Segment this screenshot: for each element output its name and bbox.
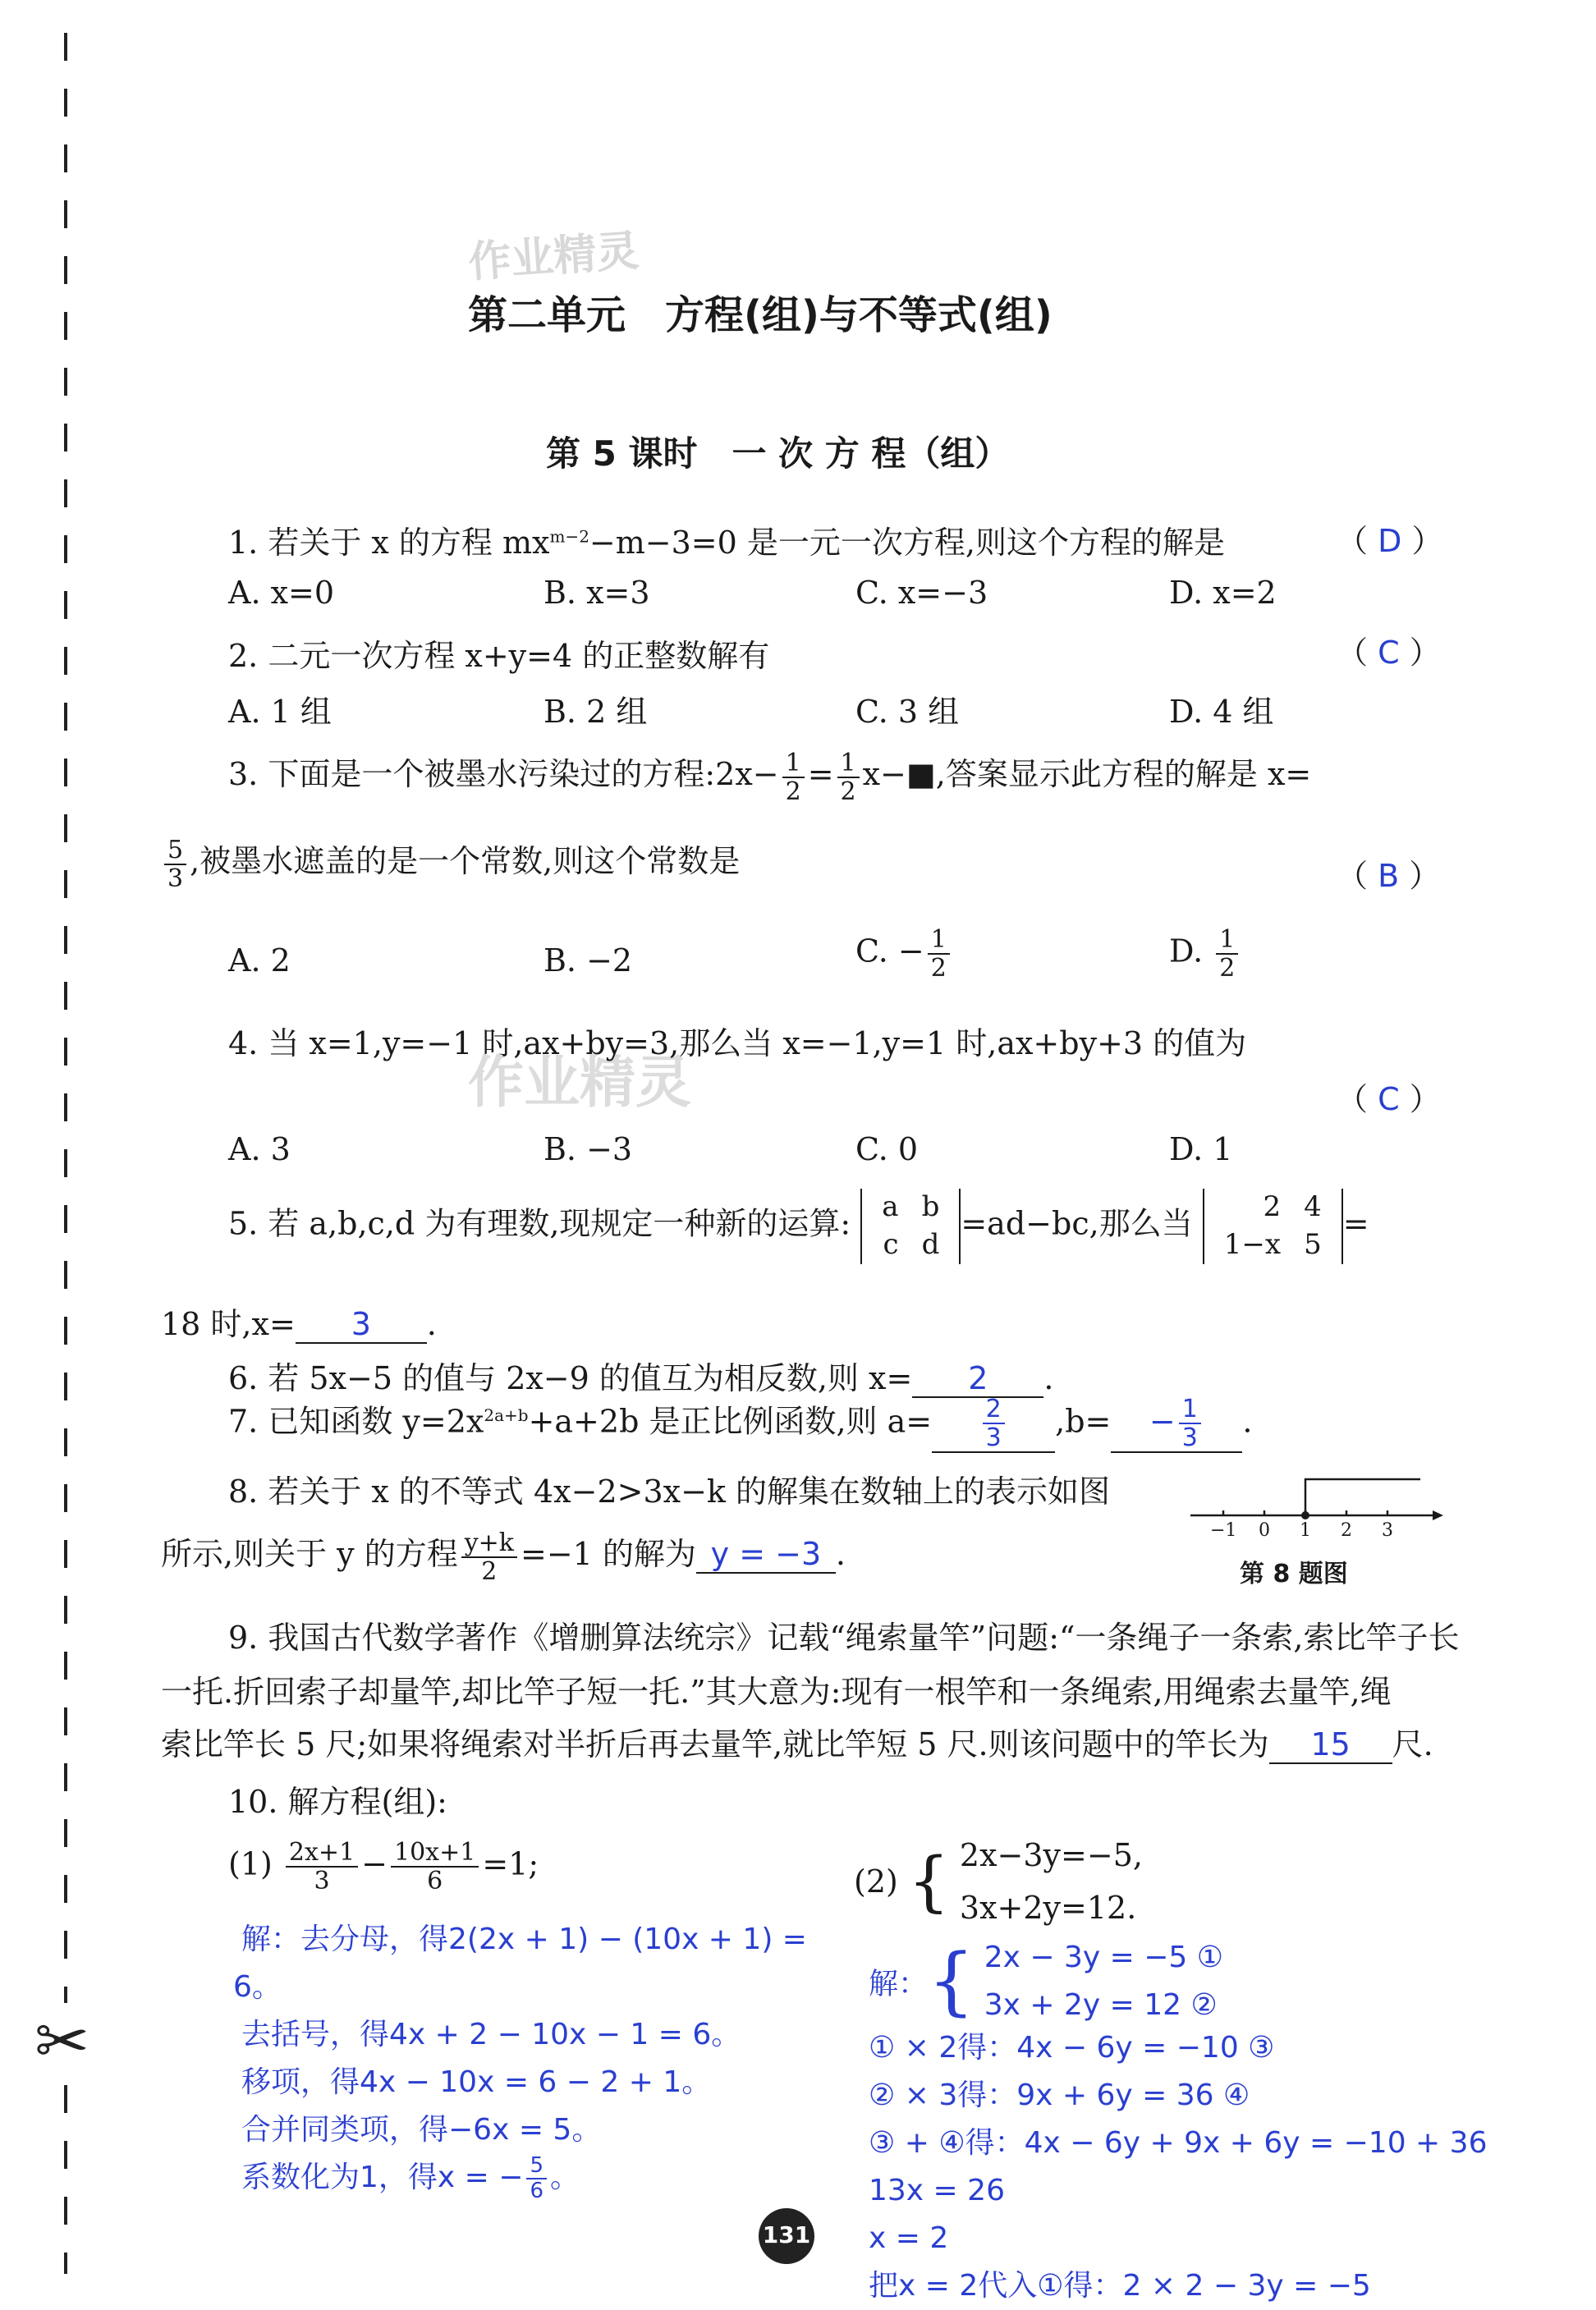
question-4: 4. 当 x=1,y=−1 时,ax+by=3,那么当 x=−1,y=1 时,ax+by+3 的值为 <box>228 1025 1247 1061</box>
question-10: 10. 解方程(组): <box>228 1784 447 1820</box>
question-5-line2: 18 时,x= 3 . <box>161 1306 437 1342</box>
question-8-line2: 所示,则关于 y 的方程 $\frac{y+k}{2}$ =−1 的解为 y = −3 . <box>161 1528 846 1586</box>
solution-2-system: 解：{ 2x − 3y = −5 ① 3x + 2y = 12 ② <box>869 1938 1224 2024</box>
answer-paren: （ C ） <box>1337 1081 1441 1117</box>
question-1: 1. 若关于 x 的方程 $mx^{m-2}-m-3=0$ 是一元一次方程,则这个方程的解是 <box>228 525 1225 561</box>
option-c: C. 0 <box>855 1131 919 1167</box>
answer: D <box>1378 523 1402 559</box>
option-b: B. x=3 <box>543 575 650 611</box>
solution-2-steps: ① × 2得：4x − 6y = −10 ③ ② × 3得：9x + 6y = 36 ④ ③ + ④得：4x − 6y + 9x + 6y = −10 + 36 13x = 26 x = 2 把x = 2代入①得：2 × 2 − 3y = −5 <box>869 2031 1488 2303</box>
sub-question-2: (2) { 2x−3y=−5, 3x+2y=12. <box>854 1837 1143 1926</box>
watermark: 作业精灵 <box>468 1051 692 1116</box>
option-c: C. − $\frac{1}{2}$ <box>855 926 953 982</box>
option-d: D. 4 组 <box>1169 694 1274 730</box>
option-a: A. 2 <box>228 942 291 979</box>
option-d: D. 1 <box>1169 1131 1233 1167</box>
question-2: 2. 二元一次方程 x+y=4 的正整数解有 <box>228 638 770 674</box>
tick-label: −1 <box>1210 1520 1237 1541</box>
option-b: B. −3 <box>543 1131 633 1167</box>
answer-blank: 2 <box>912 1360 1043 1398</box>
tick-label: 1 <box>1300 1520 1311 1541</box>
answer-blank: y = −3 <box>696 1536 836 1574</box>
answer: B <box>1378 858 1400 894</box>
question-9-line3: 索比竿长 5 尺;如果将绳索对半折后再去量竿,就比竿短 5 尺.则该问题中的竿长为 15 尺. <box>161 1726 1433 1762</box>
tick-label: 0 <box>1259 1520 1270 1541</box>
question-7: 7. 已知函数 $y=2x^{2a+b}+a+2b$ 是正比例函数,则 a= $\frac{2}{3}$ ,b= − $\frac{1}{3}$ . <box>228 1395 1253 1452</box>
option-c: C. x=−3 <box>855 575 988 611</box>
question-9: 9. 我国古代数学著作《增删算法统宗》记载“绳索量竿”问题:“一条绳子一条索,索比竿子长 <box>228 1620 1460 1656</box>
answer-blank: 15 <box>1269 1726 1392 1764</box>
question-3: 3. 下面是一个被墨水污染过的方程:2x− $\frac{1}{2}$ = $\frac{1}{2}$ x−■,答案显示此方程的解是 x= <box>228 748 1312 806</box>
answer-blank-a: $\frac{2}{3}$ <box>932 1396 1055 1453</box>
determinant-1: a b c d <box>860 1189 961 1264</box>
determinant-2: 2 4 1−x 5 <box>1203 1189 1343 1264</box>
option-a: A. 3 <box>228 1131 291 1167</box>
question-3-line2: $\frac{5}{3}$ ,被墨水遮盖的是一个常数,则这个常数是 <box>161 836 740 892</box>
question-9-line2: 一托.折回索子却量竿,却比竿子短一托.”其大意为:现有一根竿和一条绳索,用绳索去量竿,绳 <box>161 1674 1392 1710</box>
answer: C <box>1378 1081 1400 1117</box>
answer-paren: （ D ） <box>1337 523 1443 559</box>
option-a: A. x=0 <box>228 575 335 611</box>
watermark: 作业精灵 <box>466 226 641 288</box>
question-8: 8. 若关于 x 的不等式 4x−2>3x−k 的解集在数轴上的表示如图 <box>228 1474 1111 1510</box>
answer-paren: （ B ） <box>1337 858 1441 894</box>
answer-blank: 3 <box>296 1306 427 1344</box>
option-d: D. $\frac{1}{2}$ <box>1169 926 1241 982</box>
option-b: B. 2 组 <box>543 694 648 730</box>
tick-label: 3 <box>1382 1520 1393 1541</box>
scissors-icon: ✂ <box>34 2003 90 2079</box>
lesson-title: 第 5 课时 一 次 方 程（组） <box>546 433 1010 474</box>
solution-1: 解：去分母，得2(2x + 1) − (10x + 1) = 6。 去括号，得4x + 2 − 10x − 1 = 6。 移项，得4x − 10x = 6 − 2 + 1。 合并同类项，得−6x = 5。 系数化为1，得x = − $\frac{5}{6}$ 。 <box>233 1923 807 2203</box>
question-6: 6. 若 5x−5 的值与 2x−9 的值互为相反数,则 x= 2 . <box>228 1360 1054 1396</box>
option-c: C. 3 组 <box>855 694 960 730</box>
figure-caption: 第 8 题图 <box>1240 1560 1348 1588</box>
page-number: 131 <box>762 2221 811 2248</box>
unit-title: 第二单元 方程(组)与不等式(组) <box>468 292 1053 338</box>
tick-label: 2 <box>1341 1520 1352 1541</box>
question-5: 5. 若 a,b,c,d 为有理数,现规定一种新的运算: a b c d =ad−bc,那么当 2 4 1−x 5 = <box>228 1189 1369 1264</box>
answer-paren: （ C ） <box>1337 635 1441 671</box>
answer-blank-b: − $\frac{1}{3}$ <box>1111 1396 1242 1453</box>
answer: C <box>1378 635 1400 671</box>
option-d: D. x=2 <box>1169 575 1277 611</box>
sub-question-1: (1) $\frac{2x+1}{3}$ − $\frac{10x+1}{6}$ =1; <box>228 1838 539 1895</box>
option-b: B. −2 <box>543 942 633 979</box>
option-a: A. 1 组 <box>228 694 332 730</box>
